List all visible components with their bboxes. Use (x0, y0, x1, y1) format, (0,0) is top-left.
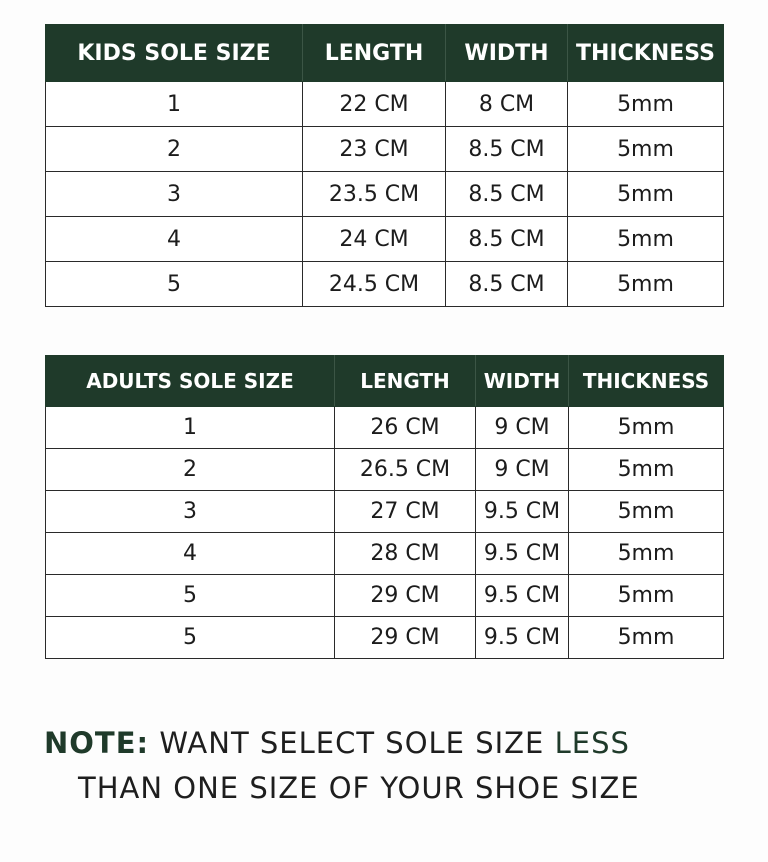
adults-width-cell: 9 CM (476, 407, 569, 449)
adults-size-table (45, 355, 724, 659)
kids-thickness-cell: 5mm (568, 262, 724, 307)
table-row (46, 217, 724, 262)
adults-header-length: LENGTH (335, 356, 476, 407)
kids-header-length: LENGTH (303, 25, 446, 82)
kids-length-cell: 22 CM (303, 82, 446, 127)
adults-thickness-cell: 5mm (569, 407, 724, 449)
table-row (46, 533, 724, 575)
note-accent: LESS (554, 726, 630, 760)
table-row (46, 127, 724, 172)
kids-length-cell: 24.5 CM (303, 262, 446, 307)
adults-size-cell: 3 (46, 491, 335, 533)
adults-length-cell: 27 CM (335, 491, 476, 533)
adults-width-cell: 9 CM (476, 449, 569, 491)
adults-thickness-cell: 5mm (569, 449, 724, 491)
adults-thickness-cell: 5mm (569, 575, 724, 617)
kids-width-cell: 8.5 CM (446, 262, 568, 307)
note-line-2 (78, 771, 768, 805)
kids-thickness-cell: 5mm (568, 172, 724, 217)
adults-size-cell: 2 (46, 449, 335, 491)
kids-length-cell: 24 CM (303, 217, 446, 262)
adults-header-thickness: THICKNESS (569, 356, 724, 407)
adults-header-width: WIDTH (476, 356, 569, 407)
adults-thickness-cell: 5mm (569, 491, 724, 533)
kids-length-cell: 23.5 CM (303, 172, 446, 217)
adults-length-cell: 28 CM (335, 533, 476, 575)
adults-thickness-cell: 5mm (569, 617, 724, 659)
adults-size-cell: 5 (46, 617, 335, 659)
table-row (46, 262, 724, 307)
kids-size-cell: 4 (46, 217, 303, 262)
adults-size-cell: 1 (46, 407, 335, 449)
kids-header-thickness: THICKNESS (568, 25, 724, 82)
adults-thickness-cell: 5mm (569, 533, 724, 575)
kids-header-row (46, 25, 724, 82)
kids-thickness-cell: 5mm (568, 82, 724, 127)
kids-size-cell: 5 (46, 262, 303, 307)
kids-width-cell: 8 CM (446, 82, 568, 127)
note-text-2: THAN ONE SIZE OF YOUR SHOE SIZE (78, 771, 640, 805)
adults-size-cell: 4 (46, 533, 335, 575)
kids-thickness-cell: 5mm (568, 217, 724, 262)
adults-header-row (46, 356, 724, 407)
adults-width-cell: 9.5 CM (476, 617, 569, 659)
note-prefix: NOTE: (44, 726, 150, 760)
kids-thickness-cell: 5mm (568, 127, 724, 172)
adults-header-size: ADULTS SOLE SIZE (46, 356, 335, 407)
kids-header-size: KIDS SOLE SIZE (46, 25, 303, 82)
adults-length-cell: 26 CM (335, 407, 476, 449)
table-row (46, 449, 724, 491)
kids-size-cell: 1 (46, 82, 303, 127)
adults-width-cell: 9.5 CM (476, 491, 569, 533)
table-row (46, 82, 724, 127)
kids-header-width: WIDTH (446, 25, 568, 82)
kids-width-cell: 8.5 CM (446, 127, 568, 172)
adults-width-cell: 9.5 CM (476, 533, 569, 575)
adults-length-cell: 26.5 CM (335, 449, 476, 491)
adults-width-cell: 9.5 CM (476, 575, 569, 617)
kids-width-cell: 8.5 CM (446, 217, 568, 262)
table-row (46, 575, 724, 617)
kids-width-cell: 8.5 CM (446, 172, 568, 217)
note-line-1 (44, 726, 768, 760)
adults-length-cell: 29 CM (335, 575, 476, 617)
note-text-1: WANT SELECT SOLE SIZE (159, 726, 545, 760)
kids-size-cell: 2 (46, 127, 303, 172)
table-row (46, 407, 724, 449)
kids-size-table (45, 24, 724, 307)
adults-size-cell: 5 (46, 575, 335, 617)
table-row (46, 617, 724, 659)
kids-length-cell: 23 CM (303, 127, 446, 172)
table-row (46, 172, 724, 217)
adults-length-cell: 29 CM (335, 617, 476, 659)
table-row (46, 491, 724, 533)
kids-size-cell: 3 (46, 172, 303, 217)
